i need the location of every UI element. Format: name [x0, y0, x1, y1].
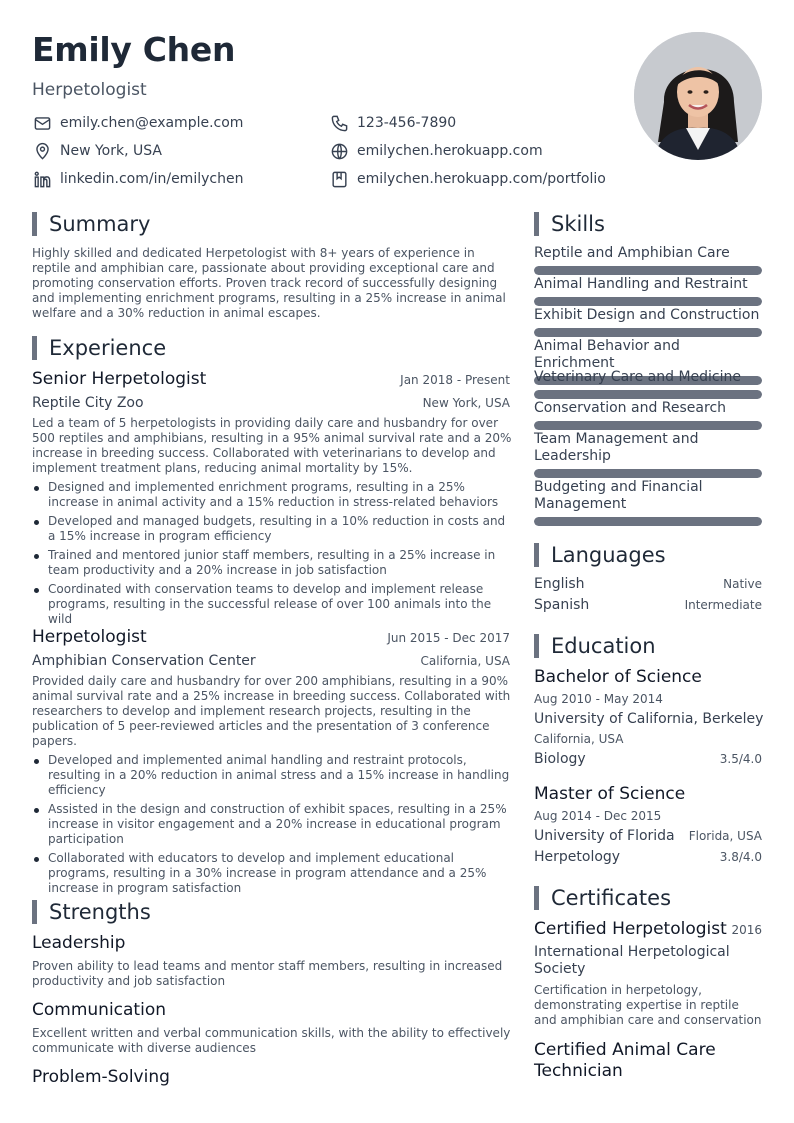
skill-bar: [534, 517, 762, 526]
strength-title: Communication: [32, 1000, 166, 1020]
certificate-title: Certified Animal Care Technician: [534, 1040, 716, 1081]
skill-label: Animal Handling and Restraint: [534, 276, 748, 292]
section-bar: [534, 212, 539, 236]
skill-bar-fill: [534, 266, 762, 275]
languages-heading: [534, 543, 666, 567]
candidate-name: Emily Chen: [32, 30, 236, 69]
mail-icon: [32, 113, 52, 133]
education-field-row: [534, 849, 762, 865]
skill-bar-fill: [534, 297, 762, 306]
job-location: New York, USA: [422, 396, 510, 410]
job-title: Herpetologist: [32, 627, 147, 647]
list-item: Designed and implemented enrichment programs, resulting in a 25% increase in animal activity and a 15% reduction in stress-related behaviors: [32, 480, 514, 510]
job-title: Senior Herpetologist: [32, 369, 207, 389]
language-row: [534, 597, 762, 613]
education-dates: Aug 2010 - May 2014: [534, 692, 663, 706]
certificate-title: Certified Herpetologist: [534, 919, 727, 939]
strength-text: Proven ability to lead teams and mentor staff members, resulting in increased productivity and job satisfaction: [32, 959, 503, 988]
list-item: Developed and managed budgets, resulting in a 10% reduction in costs and a 15% increase in program efficiency: [32, 514, 514, 544]
degree-title: Bachelor of Science: [534, 667, 702, 687]
list-item: Collaborated with educators to develop and implement educational programs, resulting in a 30% increase in program attendance and a 25% increase in program satisfaction: [32, 851, 514, 896]
certificate-year: 2016: [731, 923, 762, 937]
contact-website[interactable]: [329, 141, 543, 161]
education-dates: Aug 2014 - Dec 2015: [534, 809, 662, 823]
contact-linkedin[interactable]: [32, 169, 243, 189]
contact-email[interactable]: [32, 113, 243, 133]
school-location: California, USA: [534, 732, 624, 746]
job-organization: Reptile City Zoo: [32, 395, 144, 411]
skill-item: [534, 369, 762, 399]
skill-bar: [534, 390, 762, 399]
gpa: 3.5/4.0: [719, 752, 762, 766]
skill-item: [534, 245, 762, 275]
certificate-title-row: [534, 919, 762, 939]
degree-title: Master of Science: [534, 784, 686, 804]
contact-email-text: emily.chen@example.com: [60, 115, 244, 131]
summary-text: Highly skilled and dedicated Herpetologist with 8+ years of experience in reptile and amphibian care, passionate about providing exceptional care and promoting conservation efforts. Proven track record of successfully designing and implementing enrichment programs, resulting in a 25% increase in animal welfare and a 30% reduction in animal escapes.: [32, 246, 506, 320]
globe-icon: [329, 141, 349, 161]
certificate-description: Certification in herpetology, demonstrating expertise in reptile and amphibian care and conservation: [534, 983, 762, 1027]
gpa: 3.8/4.0: [719, 850, 762, 864]
contact-portfolio-text: emilychen.herokuapp.com/portfolio: [357, 171, 606, 187]
skill-bar: [534, 469, 762, 478]
section-bar: [32, 900, 37, 924]
strengths-heading-text: Strengths: [49, 900, 151, 924]
field-of-study: Biology: [534, 751, 586, 767]
skill-label: Veterinary Care and Medicine: [534, 369, 741, 385]
location-pin-icon: [32, 141, 52, 161]
list-item: Assisted in the design and construction of exhibit spaces, resulting in a 25% increase in visitor engagement and a 20% increase in educational program participation: [32, 802, 514, 847]
phone-icon: [329, 113, 349, 133]
skill-label: Animal Behavior and Enrichment: [534, 338, 680, 371]
skill-item: [534, 276, 762, 306]
job-bullets: [32, 753, 514, 900]
contact-location: [32, 141, 162, 161]
list-item: Trained and mentored junior staff members, resulting in a 25% increase in team productivity and a 20% increase in job satisfaction: [32, 548, 514, 578]
skill-item: [534, 479, 724, 526]
contact-phone[interactable]: [329, 113, 456, 133]
education-field-row: [534, 751, 762, 767]
summary-heading: [32, 212, 150, 236]
language-level: Intermediate: [684, 598, 762, 612]
skill-label: Team Management and Leadership: [534, 431, 699, 464]
bookmark-icon: [329, 169, 349, 189]
strength-title: Leadership: [32, 933, 126, 953]
linkedin-icon: [32, 169, 52, 189]
skill-label: Exhibit Design and Construction: [534, 307, 760, 323]
language-name: Spanish: [534, 597, 590, 613]
skill-bar-fill: [534, 469, 762, 478]
skill-bar: [534, 297, 762, 306]
school-name: University of Florida: [534, 828, 675, 844]
skill-label: Budgeting and Financial Management: [534, 479, 703, 512]
contact-linkedin-text: linkedin.com/in/emilychen: [60, 171, 244, 187]
skill-bar-fill: [534, 390, 762, 399]
skill-item: [534, 431, 724, 478]
skills-heading-text: Skills: [551, 212, 605, 236]
school-location: Florida, USA: [688, 829, 762, 843]
language-level: Native: [723, 577, 762, 591]
job-dates: Jun 2015 - Dec 2017: [387, 631, 510, 645]
section-bar: [32, 336, 37, 360]
certificate-issuer: International Herpetological Society: [534, 944, 730, 977]
skill-item: [534, 400, 762, 430]
skills-heading: [534, 212, 605, 236]
contact-portfolio[interactable]: [329, 169, 606, 189]
list-item: Coordinated with conservation teams to develop and implement release programs, resulting in the successful release of over 100 animals into the wild: [32, 582, 514, 627]
section-bar: [534, 634, 539, 658]
strength-title: Problem-Solving: [32, 1067, 170, 1087]
summary-heading-text: Summary: [49, 212, 151, 236]
contact-location-text: New York, USA: [60, 143, 162, 159]
section-bar: [534, 886, 539, 910]
skill-bar: [534, 328, 762, 337]
strength-text: Excellent written and verbal communication skills, with the ability to effectively communicate with diverse audiences: [32, 1026, 511, 1055]
job-bullets: [32, 480, 514, 631]
contact-phone-text: 123-456-7890: [357, 115, 457, 131]
skill-bar: [534, 266, 762, 275]
experience-heading: [32, 336, 166, 360]
job-description: Led a team of 5 herpetologists in providing daily care and husbandry for over 500 reptiles and amphibians, resulting in a 95% animal survival rate and a 20% increase in breeding success. Collaborated with veterinarians to develop and implement treatment plans, reducing animal mortality by 15%.: [32, 416, 512, 475]
skill-bar-fill: [534, 517, 762, 526]
skill-bar-fill: [534, 328, 762, 337]
job-organization: Amphibian Conservation Center: [32, 653, 256, 669]
skill-bar-fill: [534, 421, 762, 430]
education-heading: [534, 634, 656, 658]
experience-heading-text: Experience: [49, 336, 167, 360]
section-bar: [32, 212, 37, 236]
profile-photo: [634, 32, 762, 160]
candidate-headline: Herpetologist: [32, 80, 147, 100]
job-location: California, USA: [420, 654, 510, 668]
job-dates: Jan 2018 - Present: [400, 373, 510, 387]
skill-label: Conservation and Research: [534, 400, 727, 416]
school-row: [534, 828, 762, 844]
certificates-heading: [534, 886, 671, 910]
skill-label: Reptile and Amphibian Care: [534, 245, 730, 261]
certificates-heading-text: Certificates: [551, 886, 672, 910]
school-name: University of California, Berkeley: [534, 711, 764, 727]
strengths-heading: [32, 900, 151, 924]
languages-heading-text: Languages: [551, 543, 666, 567]
list-item: Developed and implemented animal handling and restraint protocols, resulting in a 20% reduction in animal stress and a 15% increase in handling efficiency: [32, 753, 514, 798]
section-bar: [534, 543, 539, 567]
skill-item: [534, 307, 762, 337]
language-name: English: [534, 576, 585, 592]
education-heading-text: Education: [551, 634, 656, 658]
skill-bar: [534, 421, 762, 430]
job-description: Provided daily care and husbandry for over 200 amphibians, resulting in a 90% animal survival rate and a 25% increase in breeding success. Collaborated with researchers to develop and implement research projects, resulting in the publication of 5 peer-reviewed articles and the presentation of 3 conference papers.: [32, 674, 511, 748]
contact-website-text: emilychen.herokuapp.com: [357, 143, 543, 159]
field-of-study: Herpetology: [534, 849, 621, 865]
language-row: [534, 576, 762, 592]
